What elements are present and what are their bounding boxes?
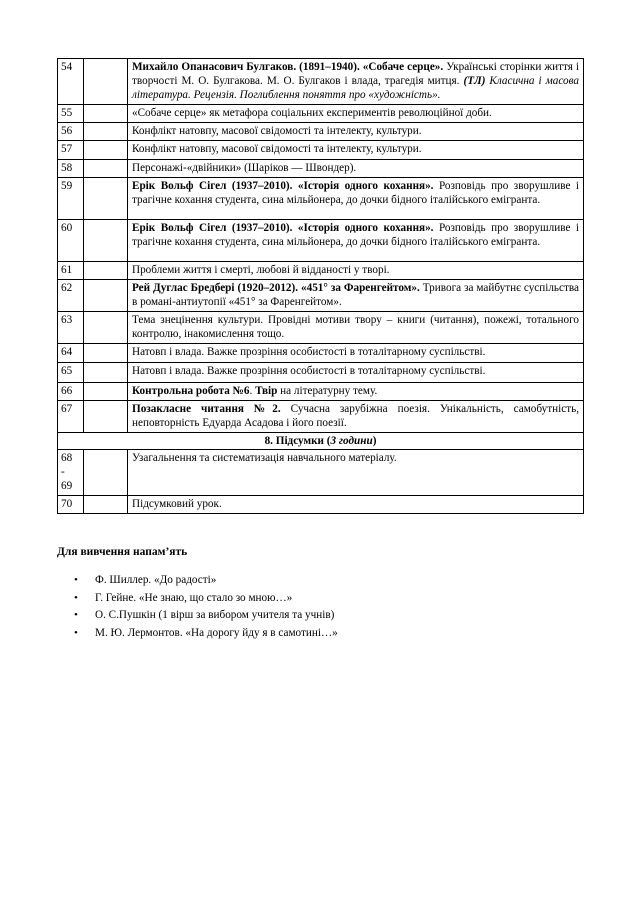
section-title-part: 8. Підсумки ( <box>264 435 331 447</box>
lesson-date-cell <box>84 141 128 160</box>
lesson-topic-part: Розповідь про зворушливе і трагічне кохання студента, сина мільйонера, до дочки бідного італійського емігранта. <box>132 222 579 248</box>
memorize-item <box>57 591 338 609</box>
memorize-item <box>57 626 338 644</box>
lesson-number <box>58 363 84 383</box>
lesson-topic-part: Рей Дуглас Бредбері (1920–2012). «451° за Фаренгейтом». <box>132 282 420 294</box>
lesson-topic-part: Позакласне читання №2. <box>132 403 281 415</box>
section-title-part: 3 години <box>330 435 373 447</box>
lesson-topic-part: Персонажі-«двійники» (Шаріков — Швондер). <box>132 162 357 174</box>
memorize-item-text: Г. Гейне. «Не знаю, що стало зо мною…» <box>95 591 293 604</box>
lesson-number-text: 67 <box>61 403 73 415</box>
lesson-topic-part: Сучасна зарубіжна поезія. Унікальність, самобутність, неповторність Едуарда Асадова і його поезії. <box>132 403 579 429</box>
memorize-list <box>57 573 338 643</box>
lesson-row <box>58 496 584 514</box>
section-header-row <box>58 433 584 450</box>
lesson-number <box>58 220 84 262</box>
lesson-row <box>58 383 584 401</box>
lesson-topic <box>128 220 584 262</box>
lesson-number-text: 63 <box>61 314 73 326</box>
lesson-topic-part: Українські сторінки життя і творчості М. О. Булгакова. М. О. Булгаков і влада, трагедія митця. <box>132 61 579 87</box>
memorize-heading: Для вивчення напам’ять <box>57 546 188 558</box>
bullet-icon: • <box>74 574 78 586</box>
lesson-number <box>58 401 84 433</box>
lesson-topic <box>128 59 584 105</box>
lesson-row <box>58 105 584 123</box>
lesson-number <box>58 262 84 280</box>
lesson-row <box>58 141 584 160</box>
lesson-row <box>58 220 584 262</box>
lesson-plan-table <box>57 58 584 514</box>
lesson-topic-part: Конфлікт натовпу, масової свідомості та інтелекту, культури. <box>132 125 422 137</box>
lesson-number <box>58 496 84 514</box>
lesson-number-text: 64 <box>61 346 73 358</box>
section-title <box>58 433 584 450</box>
lesson-number-text: 66 <box>61 385 73 397</box>
lesson-date-cell <box>84 105 128 123</box>
lesson-date-cell <box>84 220 128 262</box>
lesson-topic-part: Проблеми життя і смерті, любові й відданості у творі. <box>132 264 390 276</box>
lesson-row <box>58 312 584 344</box>
lesson-number-text: 58 <box>61 162 73 174</box>
lesson-date-cell <box>84 496 128 514</box>
lesson-row <box>58 280 584 312</box>
lesson-number-text: 59 <box>61 180 73 192</box>
lesson-topic-part: Тривога за майбутнє суспільства в романі-антиутопії «451° за Фаренгейтом». <box>132 282 579 308</box>
lesson-number-text: 56 <box>61 125 73 137</box>
lesson-number <box>58 160 84 178</box>
lesson-number-text: 70 <box>61 498 73 510</box>
lesson-date-cell <box>84 178 128 220</box>
lesson-topic <box>128 344 584 363</box>
lesson-row <box>58 178 584 220</box>
lesson-topic-part: . <box>249 385 256 397</box>
lesson-date-cell <box>84 59 128 105</box>
lesson-date-cell <box>84 383 128 401</box>
lesson-topic <box>128 141 584 160</box>
lesson-row <box>58 344 584 363</box>
lesson-number <box>58 344 84 363</box>
lesson-topic-part: Узагальнення та систематизація навчального матеріалу. <box>132 452 397 464</box>
lesson-topic-part: Натовп і влада. Важке прозріння особистості в тоталітарному суспільстві. <box>132 346 486 358</box>
lesson-number <box>58 59 84 105</box>
lesson-row <box>58 59 584 105</box>
lesson-topic <box>128 363 584 383</box>
lesson-number <box>58 105 84 123</box>
lesson-topic-part: Твір <box>255 385 278 397</box>
lesson-number-text: 65 <box>61 365 73 377</box>
lesson-topic-part: Контрольна робота №6 <box>132 385 250 397</box>
lesson-row <box>58 363 584 383</box>
lesson-topic <box>128 450 584 496</box>
lesson-number <box>58 123 84 141</box>
lesson-date-cell <box>84 312 128 344</box>
lesson-topic <box>128 105 584 123</box>
lesson-number-text: 54 <box>61 61 73 73</box>
lesson-topic-part: (ТЛ) <box>463 75 486 87</box>
lesson-number <box>58 312 84 344</box>
lesson-topic-part: Ерік Вольф Сігел (1937–2010). «Історія одного кохання». <box>132 222 434 234</box>
lesson-topic <box>128 280 584 312</box>
lesson-date-cell <box>84 401 128 433</box>
lesson-topic-part: Михайло Опанасович Булгаков. (1891–1940). «Собаче серце». <box>132 61 444 73</box>
lesson-topic-part: Класична і масова література. Рецензія. Поглиблення поняття про «художність». <box>132 75 580 101</box>
lesson-number-text: 68 - 69 <box>61 452 73 492</box>
lesson-number-text: 60 <box>61 222 73 234</box>
lesson-number-text: 62 <box>61 282 73 294</box>
bullet-icon: • <box>74 609 78 621</box>
lesson-number <box>58 383 84 401</box>
lesson-topic-part: Тема знецінення культури. Провідні мотиви твору – книги (читання), пожежі, тотального контролю, інакомислення тощо. <box>132 314 579 340</box>
lesson-date-cell <box>84 363 128 383</box>
lesson-date-cell <box>84 450 128 496</box>
lesson-date-cell <box>84 344 128 363</box>
lesson-topic-part: Розповідь про зворушливе і трагічне кохання студента, сина мільйонера, до дочки бідного італійського емігранта. <box>132 180 579 206</box>
lesson-topic <box>128 262 584 280</box>
memorize-item <box>57 573 338 591</box>
lesson-number-text: 55 <box>61 107 73 119</box>
lesson-date-cell <box>84 123 128 141</box>
lesson-number <box>58 141 84 160</box>
lesson-row <box>58 160 584 178</box>
lesson-topic <box>128 160 584 178</box>
lesson-row <box>58 401 584 433</box>
lesson-date-cell <box>84 160 128 178</box>
lesson-topic <box>128 312 584 344</box>
lesson-topic <box>128 401 584 433</box>
lesson-row <box>58 123 584 141</box>
lesson-number-text: 61 <box>61 264 73 276</box>
memorize-item-text: О. С.Пушкін (1 вірш за вибором учителя та учнів) <box>95 609 335 621</box>
bullet-icon: • <box>74 591 78 604</box>
lesson-topic <box>128 178 584 220</box>
lesson-topic-part: Конфлікт натовпу, масової свідомості та інтелекту, культури. <box>132 143 422 155</box>
lesson-number <box>58 450 84 496</box>
lesson-topic-part: на літературну тему. <box>277 385 378 397</box>
lesson-row <box>58 262 584 280</box>
lesson-topic-part: Натовп і влада. Важке прозріння особистості в тоталітарному суспільстві. <box>132 365 486 377</box>
section-title-part: ) <box>372 435 377 447</box>
lesson-topic-part: Ерік Вольф Сігел (1937–2010). «Історія одного кохання». <box>132 180 434 192</box>
lesson-row <box>58 450 584 496</box>
lesson-number <box>58 178 84 220</box>
lesson-topic <box>128 123 584 141</box>
memorize-item-text: Ф. Шиллер. «До радості» <box>95 574 217 586</box>
lesson-topic-part: Підсумковий урок. <box>132 498 222 510</box>
lesson-topic <box>128 383 584 401</box>
memorize-item <box>57 608 338 626</box>
lesson-number-text: 57 <box>61 143 73 155</box>
lesson-date-cell <box>84 262 128 280</box>
memorize-item-text: М. Ю. Лермонтов. «На дорогу йду я в самотині…» <box>95 626 338 639</box>
lesson-topic-part: «Собаче серце» як метафора соціальних експериментів революційної доби. <box>132 107 492 119</box>
lesson-number <box>58 280 84 312</box>
lesson-topic <box>128 496 584 514</box>
lesson-date-cell <box>84 280 128 312</box>
bullet-icon: • <box>74 626 78 639</box>
